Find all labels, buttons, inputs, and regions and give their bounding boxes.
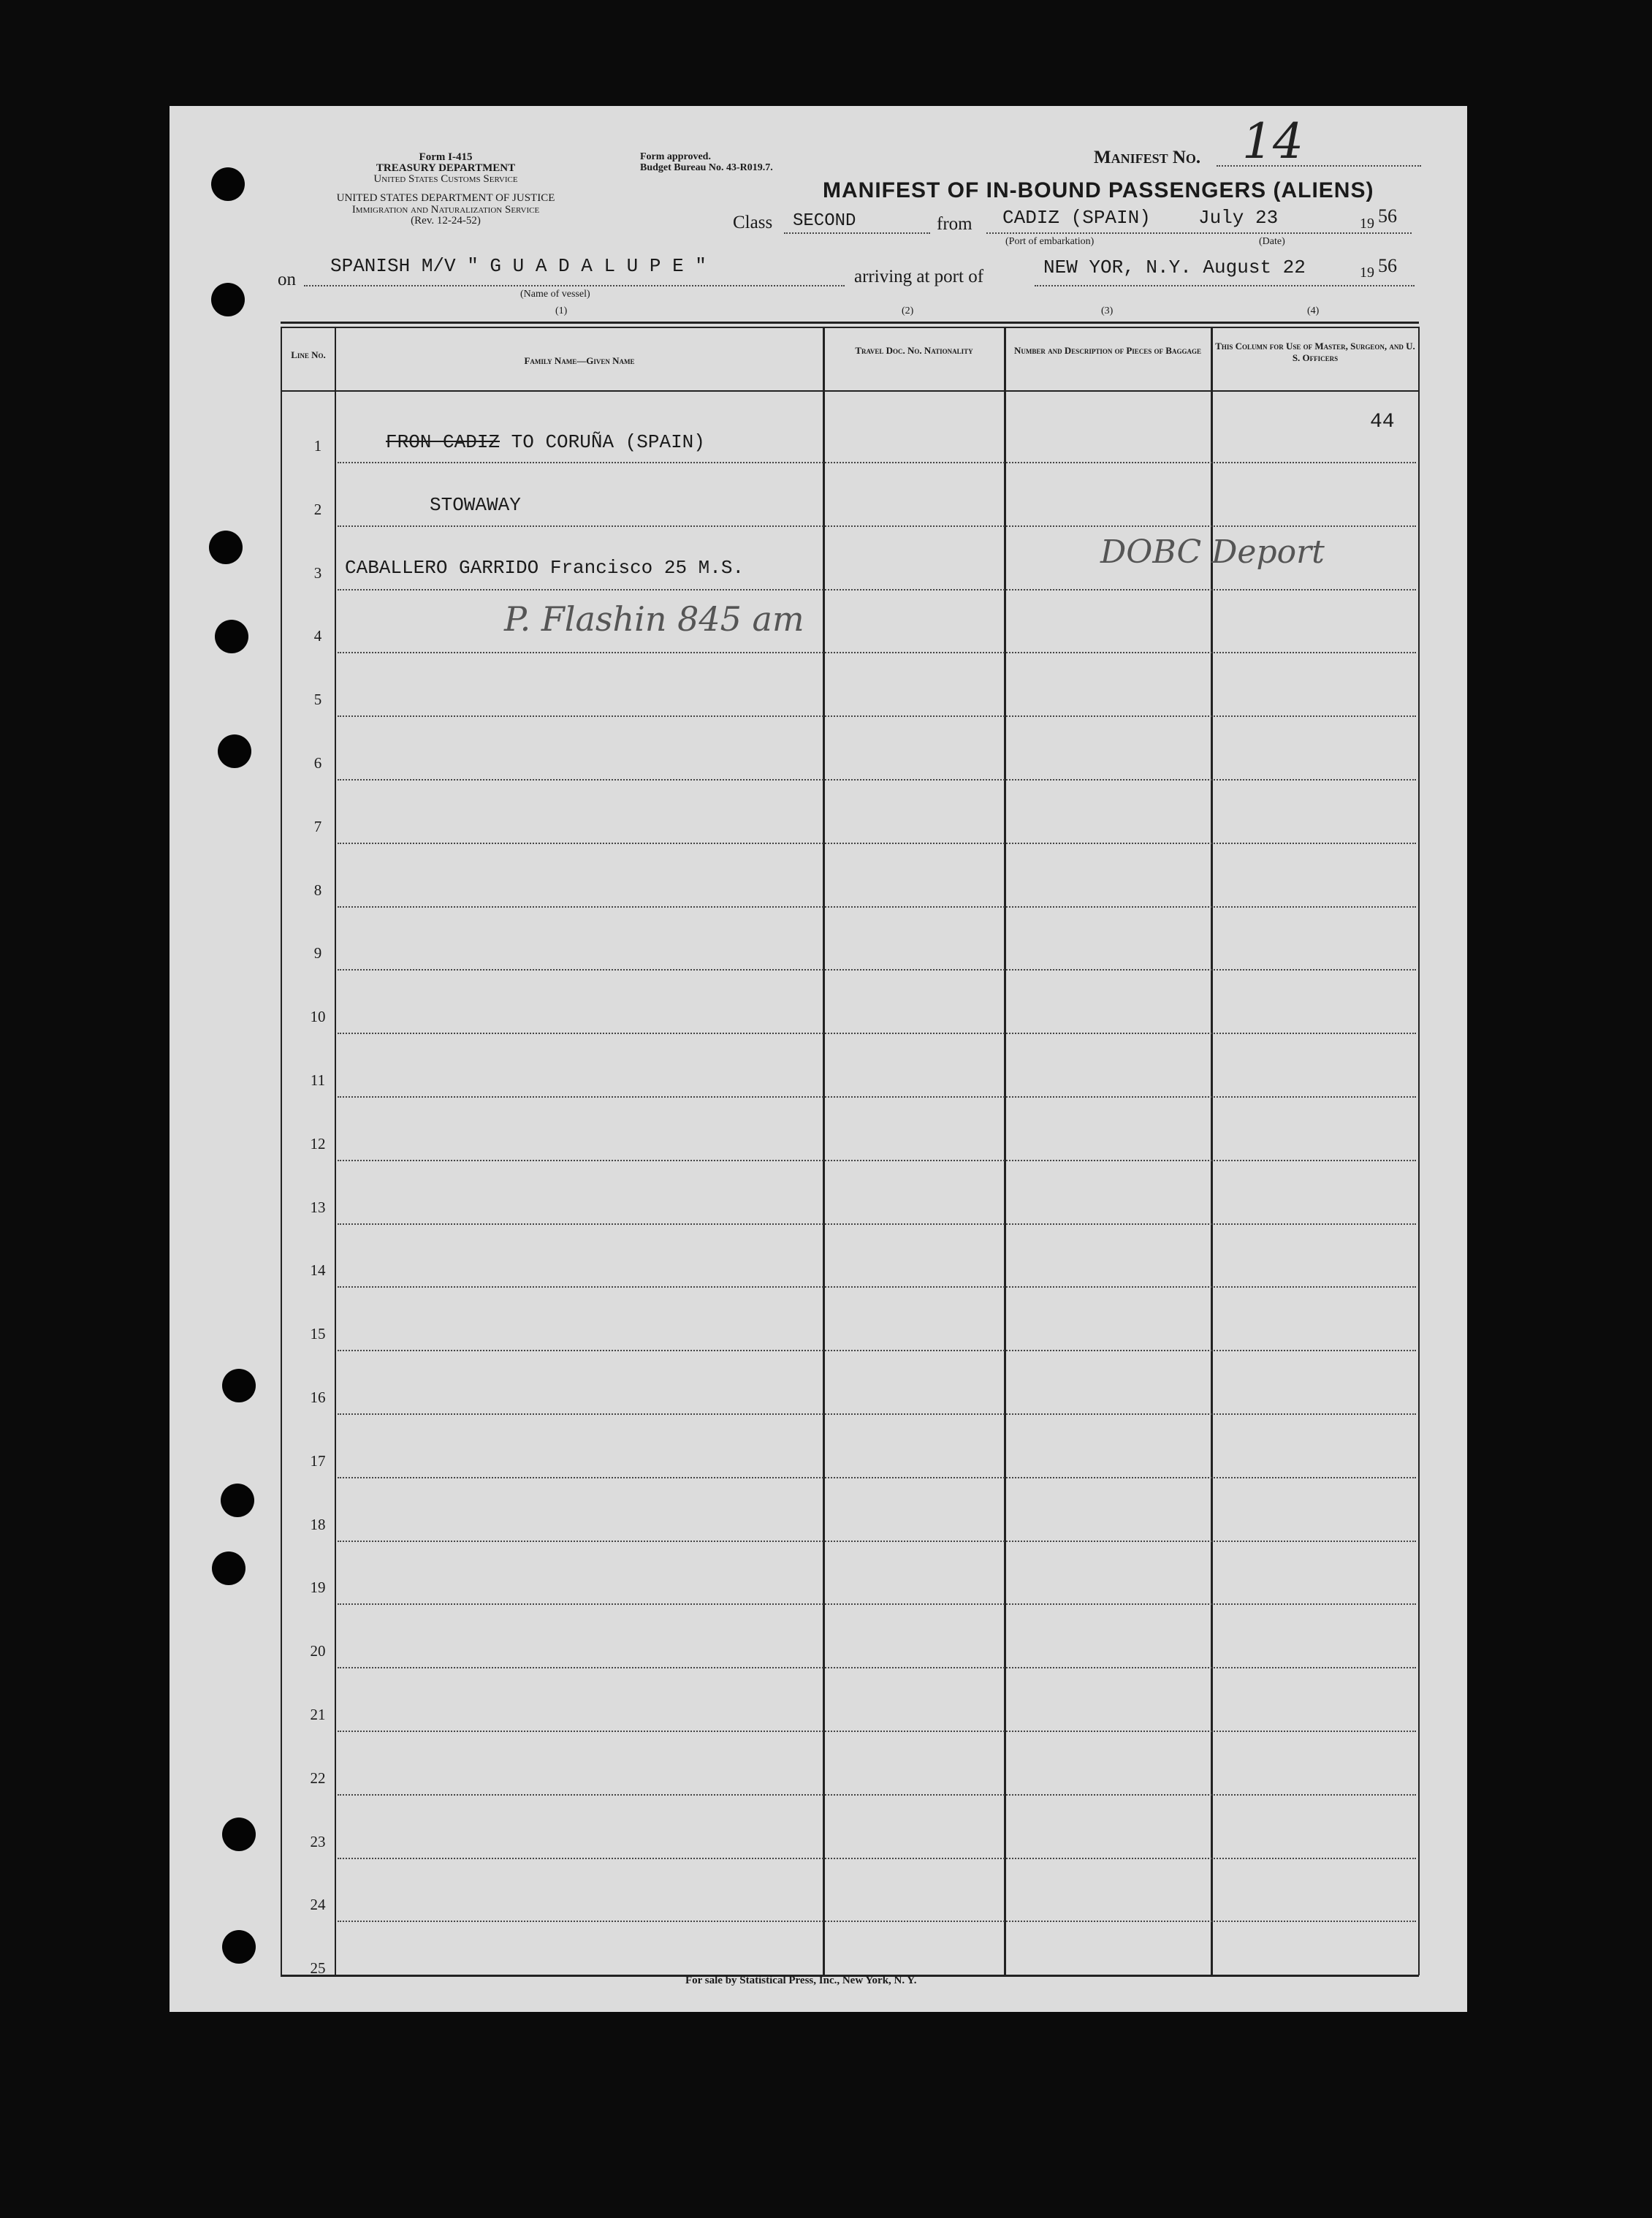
column-number-1: (1)	[555, 305, 568, 316]
year-suffix-2: 56	[1378, 255, 1397, 276]
form-number: Form I-415	[419, 151, 473, 163]
table-left-rule	[281, 327, 282, 1975]
arriving-label: arriving at port of	[854, 267, 984, 286]
line-number: 16	[310, 1389, 326, 1406]
punch-hole	[211, 283, 245, 316]
row-rule	[338, 1350, 1416, 1351]
row-rule	[338, 969, 1416, 971]
year-suffix-1: 56	[1378, 205, 1397, 227]
vessel-caption: (Name of vessel)	[520, 289, 590, 300]
embarkation-line	[986, 232, 1412, 234]
row-rule	[338, 1541, 1416, 1542]
line-number: 13	[310, 1198, 326, 1216]
row-rule	[338, 652, 1416, 653]
year-prefix-2: 19	[1360, 265, 1374, 281]
line-number: 19	[310, 1579, 326, 1597]
line-number: 25	[310, 1959, 326, 1978]
row-rule	[338, 589, 1416, 590]
line-number: 6	[313, 754, 322, 772]
row-rule	[338, 1731, 1416, 1732]
punch-hole	[215, 620, 248, 653]
port-embarkation-caption: (Port of embarkation)	[1005, 236, 1095, 247]
line-number: 4	[313, 627, 322, 645]
punch-hole	[209, 531, 243, 564]
line-number: 9	[313, 944, 322, 962]
vessel-name: SPANISH M/V " G U A D A L U P E "	[330, 255, 707, 277]
row-rule	[338, 1477, 1416, 1478]
row-rule	[338, 1096, 1416, 1098]
punch-hole	[222, 1818, 256, 1851]
punch-hole	[218, 734, 251, 768]
column-divider-baggage	[1211, 327, 1213, 1975]
budget-bureau-no: Budget Bureau No. 43-R019.7.	[640, 162, 773, 173]
punch-hole	[222, 1369, 256, 1402]
line-number: 8	[313, 881, 322, 899]
column-number-4: (4)	[1307, 305, 1320, 316]
table-right-rule	[1418, 327, 1420, 1975]
punch-hole	[212, 1552, 245, 1585]
line-number: 24	[310, 1896, 326, 1914]
row-rule	[338, 1413, 1416, 1415]
line-number: 3	[313, 563, 322, 582]
class-label: Class	[733, 213, 773, 232]
line-number: 1	[313, 437, 322, 455]
header-name: Family Name—Given Name	[524, 355, 635, 366]
row-rule	[338, 462, 1416, 463]
agency-customs: United States Customs Service	[373, 173, 518, 185]
form-approved: Form approved.	[640, 151, 711, 162]
form-revision: (Rev. 12-24-52)	[411, 215, 481, 227]
header-baggage: Number and Description of Pieces of Baggage	[1014, 345, 1201, 356]
table-top-rule-2	[281, 327, 1419, 328]
column-number-3: (3)	[1101, 305, 1114, 316]
row-rule	[338, 715, 1416, 717]
class-line	[784, 232, 930, 234]
row-2-text: STOWAWAY	[430, 494, 521, 516]
from-label: from	[937, 214, 972, 234]
port-of-embarkation: CADIZ (SPAIN)	[1002, 207, 1151, 229]
punch-hole	[211, 167, 245, 201]
year-prefix-1: 19	[1360, 216, 1374, 232]
line-number: 11	[310, 1071, 326, 1089]
row-rule	[338, 1286, 1416, 1288]
header-line-no: Line No.	[291, 349, 326, 360]
line-number: 2	[313, 500, 322, 518]
manifest-sheet	[170, 106, 1467, 2012]
row-3-text: CABALLERO GARRIDO Francisco 25 M.S.	[345, 557, 745, 579]
row-rule	[338, 1603, 1416, 1605]
column-divider-travel-doc	[1004, 327, 1006, 1975]
on-label: on	[278, 270, 296, 289]
line-number: 21	[310, 1706, 326, 1723]
date-caption: (Date)	[1259, 236, 1285, 247]
line-number: 12	[310, 1134, 326, 1152]
row-1-struck-text: FRON CADIZ	[386, 431, 500, 453]
manifest-no-label: Manifest No.	[1094, 148, 1201, 167]
line-number: 5	[313, 691, 322, 709]
class-value: SECOND	[793, 211, 856, 231]
line-number: 10	[310, 1008, 326, 1026]
row-rule	[338, 525, 1416, 527]
row-rule	[338, 1033, 1416, 1034]
agency-ins: Immigration and Naturalization Service	[351, 204, 540, 216]
line-number: 7	[313, 817, 322, 835]
line-number: 18	[310, 1515, 326, 1533]
row-3-hand-note: DOBC Deport	[1100, 533, 1325, 571]
row-rule	[338, 1667, 1416, 1668]
row-rule	[338, 906, 1416, 908]
row-rule	[338, 1858, 1416, 1859]
punch-hole	[222, 1930, 256, 1964]
table-top-rule	[281, 322, 1419, 324]
agency-justice: UNITED STATES DEPARTMENT OF JUSTICE	[336, 192, 555, 204]
date-of-embarkation: July 23	[1198, 207, 1279, 229]
agency-treasury: TREASURY DEPARTMENT	[376, 162, 516, 174]
header-travel-doc: Travel Doc. No. Nationality	[855, 345, 973, 356]
header-officers: This Column for Use of Master, Surgeon, and U. S. Officers	[1215, 341, 1415, 363]
row-4-hand-note: P. Flashin 845 am	[504, 599, 804, 639]
row-rule	[338, 1921, 1416, 1922]
arrival-line	[1035, 285, 1415, 286]
footer-printer: For sale by Statistical Press, Inc., New York, N. Y.	[685, 1975, 917, 1986]
header-bottom-rule	[281, 390, 1419, 392]
row-rule	[338, 843, 1416, 844]
row-rule	[338, 779, 1416, 781]
line-number: 22	[310, 1769, 326, 1787]
manifest-title: MANIFEST OF IN-BOUND PASSENGERS (ALIENS)	[823, 178, 1374, 202]
line-number: 15	[310, 1325, 326, 1343]
punch-hole	[221, 1484, 254, 1517]
row-rule	[338, 1223, 1416, 1225]
column-number-2: (2)	[902, 305, 914, 316]
column-divider-name	[823, 327, 825, 1975]
line-number: 20	[310, 1642, 326, 1660]
line-number: 14	[310, 1261, 326, 1280]
row-1-route: TO CORUÑA (SPAIN)	[500, 431, 705, 453]
row-1-officer-note: 44	[1370, 411, 1395, 433]
line-number: 23	[310, 1832, 326, 1850]
row-rule	[338, 1160, 1416, 1161]
row-rule	[338, 1794, 1416, 1796]
line-number: 17	[310, 1451, 326, 1470]
manifest-no-value: 14	[1242, 113, 1303, 170]
port-of-arrival: NEW YOR, N.Y. August 22	[1043, 257, 1306, 278]
row-1-text	[386, 431, 705, 453]
vessel-line	[304, 285, 845, 286]
